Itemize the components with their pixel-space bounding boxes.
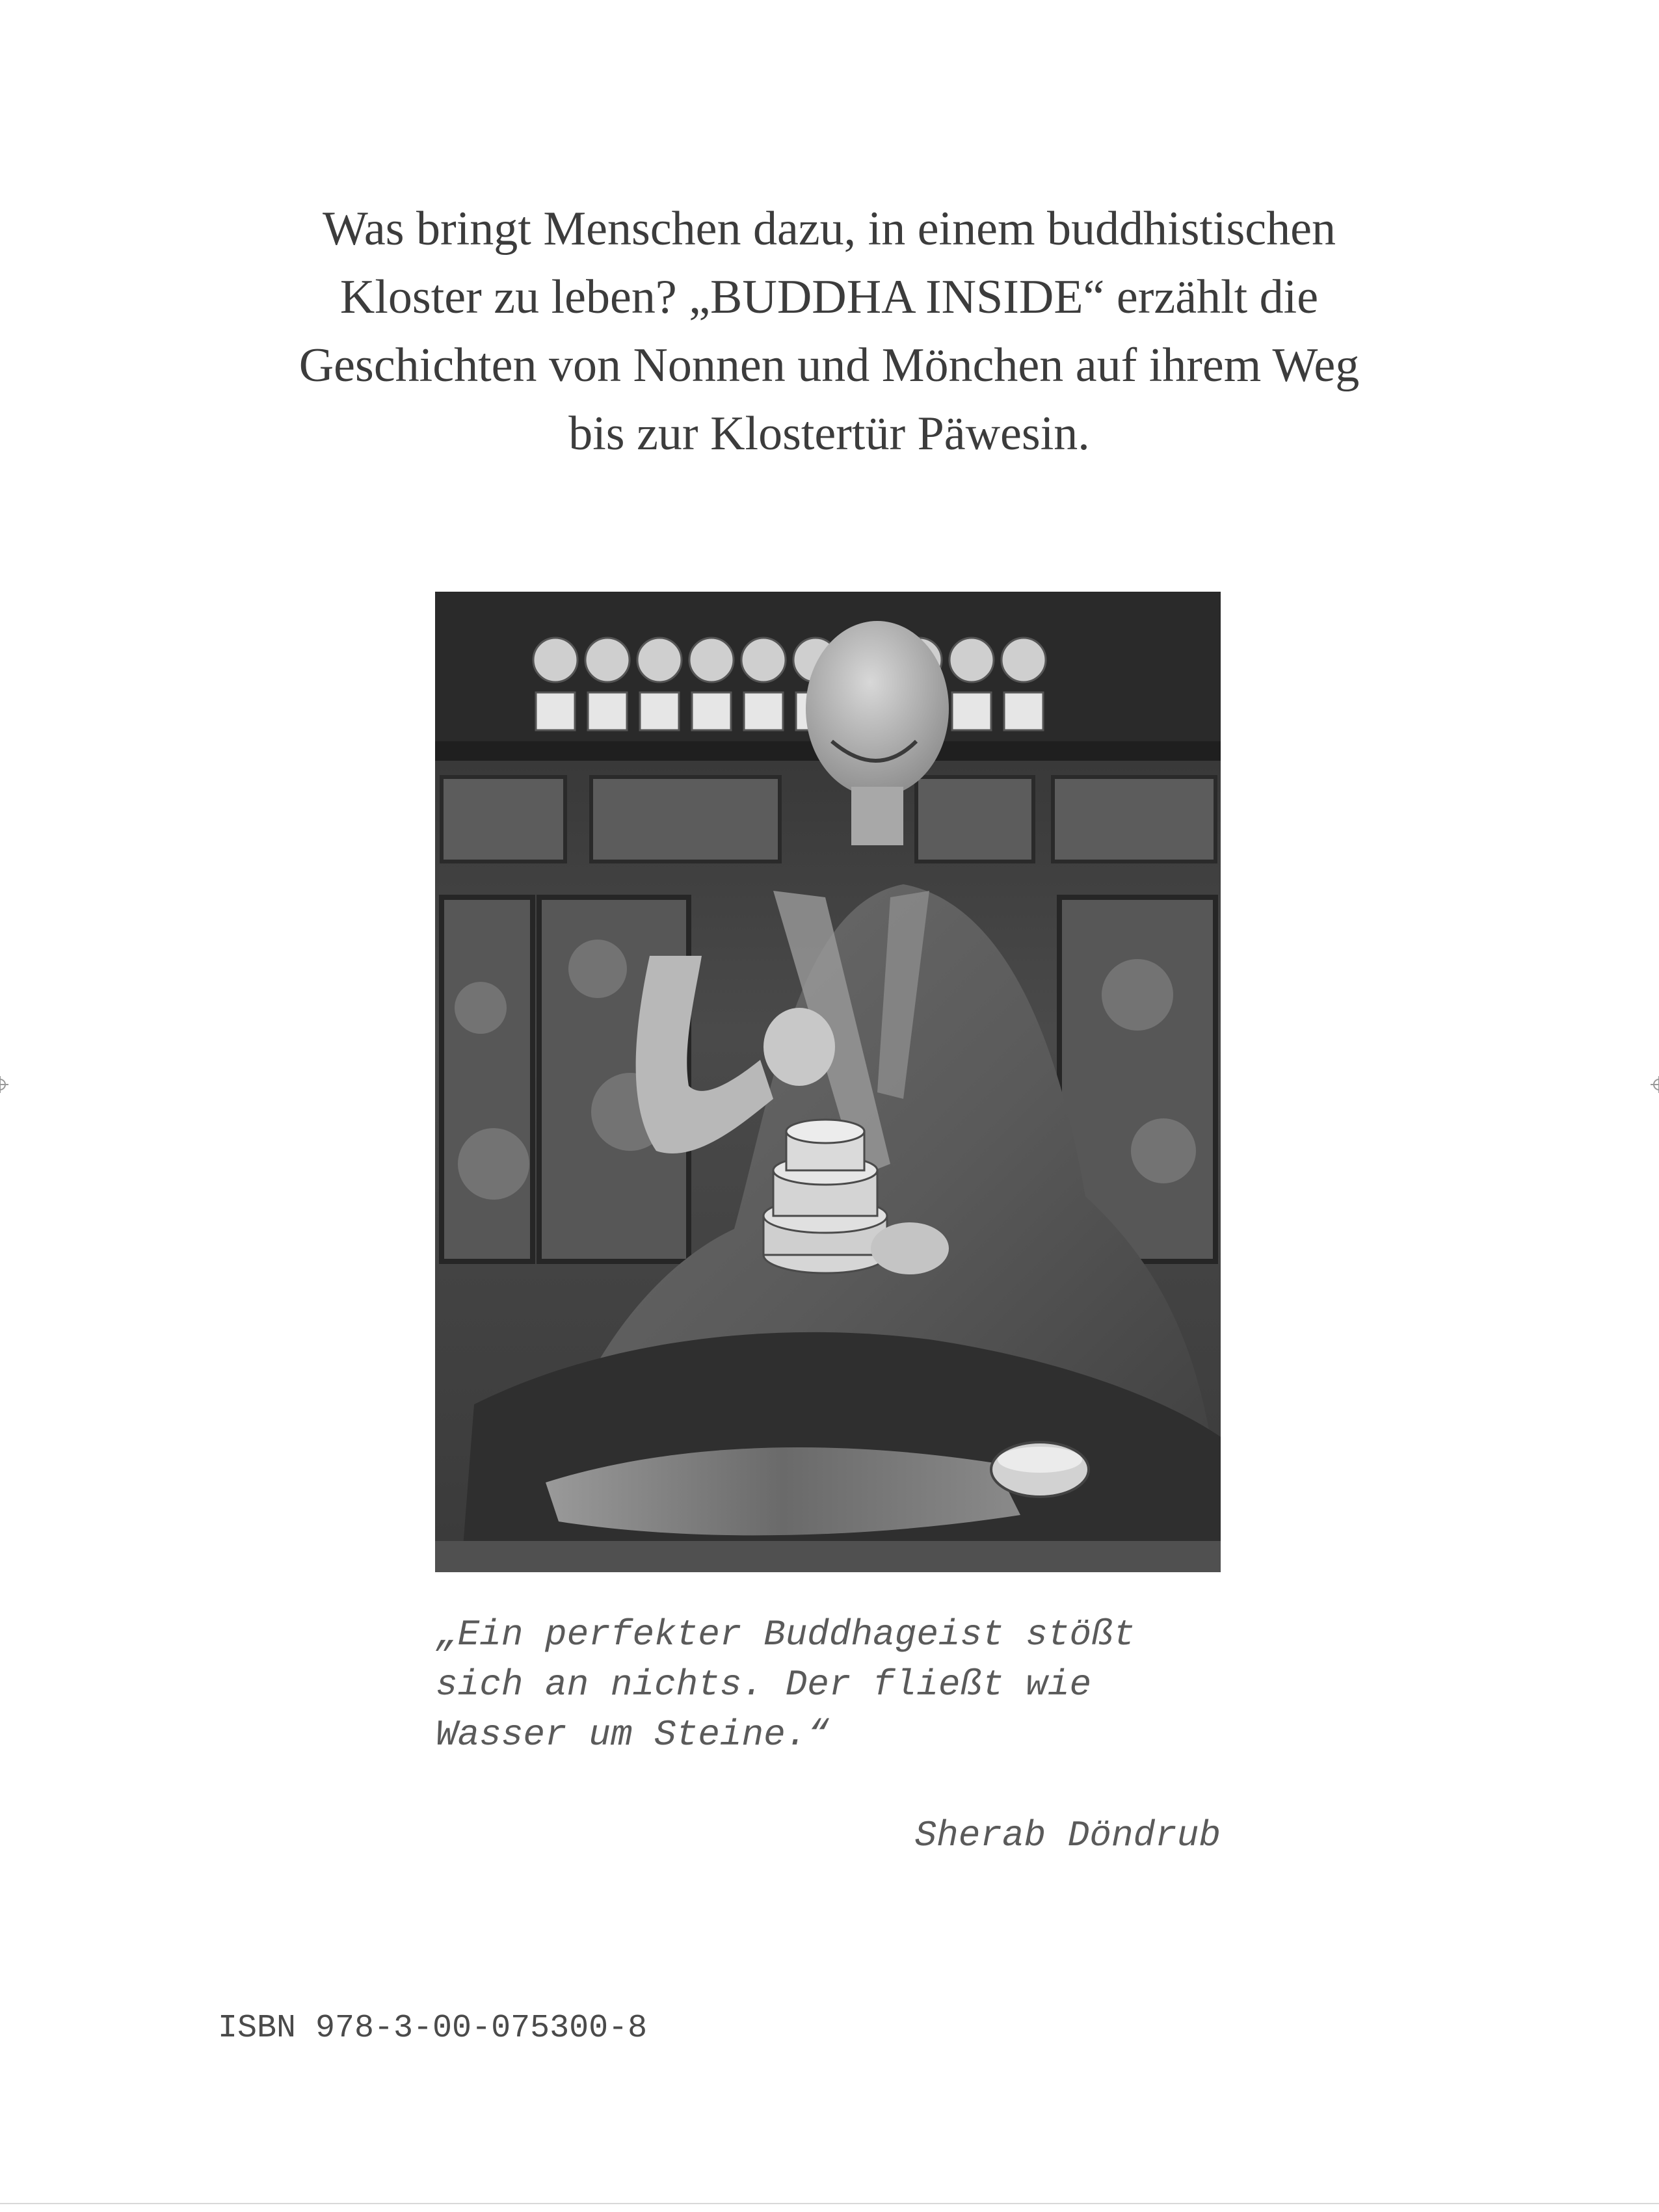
- intro-line-3: Geschichten von Nonnen und Mönchen auf ihrem Weg: [299, 339, 1360, 392]
- quote-line-3: Wasser um Steine.“: [436, 1714, 829, 1756]
- registration-mark-icon: [0, 1076, 8, 1093]
- intro-text: [234, 195, 1424, 468]
- page-edge-divider: [0, 2203, 1659, 2204]
- quote-line-1: „Ein perfekter Buddhageist stößt: [436, 1614, 1135, 1655]
- quote-text: [436, 1610, 1249, 1760]
- isbn-number: ISBN 978-3-00-075300-8: [218, 2010, 648, 2047]
- quote-author: Sherab Döndrub: [914, 1815, 1221, 1856]
- intro-line-2: Kloster zu leben? „BUDDHA INSIDE“ erzählt die: [339, 270, 1319, 324]
- quote-line-2: sich an nichts. Der fließt wie: [436, 1664, 1092, 1705]
- intro-line-4: bis zur Klostertür Päwesin.: [568, 407, 1090, 460]
- monk-photo-illustration: [435, 592, 1221, 1572]
- monk-photo: [435, 592, 1221, 1572]
- intro-line-1: Was bringt Menschen dazu, in einem buddhistischen: [323, 202, 1336, 256]
- registration-mark-icon: [1651, 1076, 1659, 1093]
